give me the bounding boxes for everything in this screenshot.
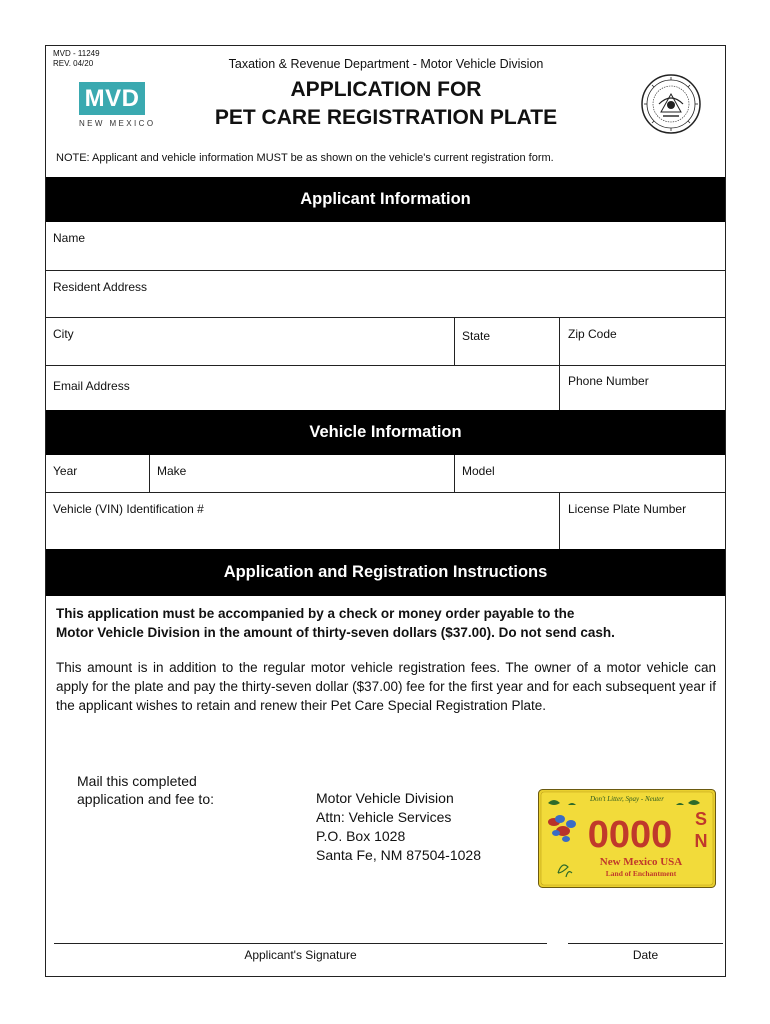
city-field[interactable]	[46, 318, 454, 365]
model-field[interactable]	[454, 455, 725, 492]
instructions-heading: Application and Registration Instructions	[46, 549, 725, 596]
form-revision: REV. 04/20	[53, 59, 94, 68]
year-make-model-row	[46, 455, 725, 493]
signature-line[interactable]	[54, 943, 547, 944]
date-label: Date	[632, 948, 659, 962]
license-plate-number-field[interactable]	[559, 493, 725, 549]
mailing-address	[316, 789, 481, 865]
form-title-line2: PET CARE REGISTRATION PLATE	[214, 106, 558, 129]
form-code	[53, 49, 100, 69]
state-field[interactable]	[454, 318, 559, 365]
phone-number-label: Phone Number	[568, 374, 649, 388]
fee-explanation-text: This amount is in addition to the regular motor vehicle registration fees. The owner of a motor vehicle can apply for the plate and pay the thirty-seven dollar ($37.00) fee for the first year and for each subsequent year if the applicant wishes to retain and renew their Pet Care Special Registration Plate.	[56, 660, 716, 713]
zip-code-field[interactable]	[559, 318, 725, 365]
mail-instruction-line2: application and fee to:	[77, 791, 214, 807]
address-line: Motor Vehicle Division	[316, 790, 454, 806]
date-line[interactable]	[568, 943, 723, 944]
payment-requirement-line2: Motor Vehicle Division in the amount of thirty-seven dollars ($37.00). Do not send cash.	[56, 625, 615, 640]
address-line: Attn: Vehicle Services	[316, 809, 452, 825]
state-label: State	[462, 329, 491, 343]
plate-motto: Land of Enchantment	[605, 869, 677, 878]
mail-instruction	[77, 772, 214, 808]
make-field[interactable]	[149, 455, 454, 492]
form-title-line1: APPLICATION FOR	[290, 78, 482, 101]
year-field[interactable]	[46, 455, 149, 492]
resident-address-field[interactable]	[46, 271, 725, 317]
department-name: Taxation & Revenue Department - Motor Vehicle Division	[228, 57, 544, 71]
city-row	[46, 318, 725, 366]
application-form	[45, 45, 726, 977]
vin-field[interactable]	[46, 493, 559, 549]
vin-label: Vehicle (VIN) Identification #	[53, 502, 204, 516]
plate-number: 0000	[587, 814, 673, 856]
name-field[interactable]	[46, 222, 725, 270]
model-label: Model	[462, 464, 495, 478]
phone-number-field[interactable]	[559, 366, 725, 410]
address-row	[46, 271, 725, 318]
plate-state-text: New Mexico USA	[599, 856, 683, 868]
mvd-logo-subtext: NEW MEXICO	[79, 119, 156, 128]
form-number: MVD - 11249	[53, 49, 100, 58]
vehicle-information-heading: Vehicle Information	[46, 410, 725, 455]
email-address-label: Email Address	[53, 379, 130, 393]
state-seal-icon	[641, 74, 701, 134]
city-label: City	[53, 327, 74, 341]
mvd-logo-text: MVD	[79, 82, 145, 115]
year-label: Year	[53, 464, 78, 478]
plate-side-letter-top: S	[694, 809, 708, 829]
resident-address-label: Resident Address	[53, 280, 148, 294]
note-text: NOTE: Applicant and vehicle information MUST be as shown on the vehicle's current registration form.	[56, 152, 554, 164]
form-title	[166, 76, 606, 132]
email-address-field[interactable]	[46, 366, 559, 410]
name-label: Name	[53, 231, 86, 245]
payment-requirement-line1: This application must be accompanied by a check or money order payable to the	[56, 606, 575, 621]
payment-requirement-text	[56, 604, 716, 642]
address-line: P.O. Box 1028	[316, 828, 406, 844]
applicant-information-heading: Applicant Information	[46, 177, 725, 222]
mvd-logo	[79, 82, 155, 128]
zip-code-label: Zip Code	[568, 327, 617, 341]
license-plate-image	[538, 789, 716, 888]
contact-row	[46, 366, 725, 411]
plate-side-letter-bottom: N	[694, 831, 708, 851]
address-line: Santa Fe, NM 87504-1028	[316, 847, 481, 863]
plate-top-text: Don't Litter, Spay - Neuter	[589, 795, 665, 803]
name-row	[46, 222, 725, 271]
license-plate-number-label: License Plate Number	[568, 502, 687, 516]
make-label: Make	[157, 464, 187, 478]
vin-plate-row	[46, 493, 725, 549]
signature-label: Applicant's Signature	[244, 948, 357, 962]
mail-instruction-line1: Mail this completed	[77, 773, 197, 789]
